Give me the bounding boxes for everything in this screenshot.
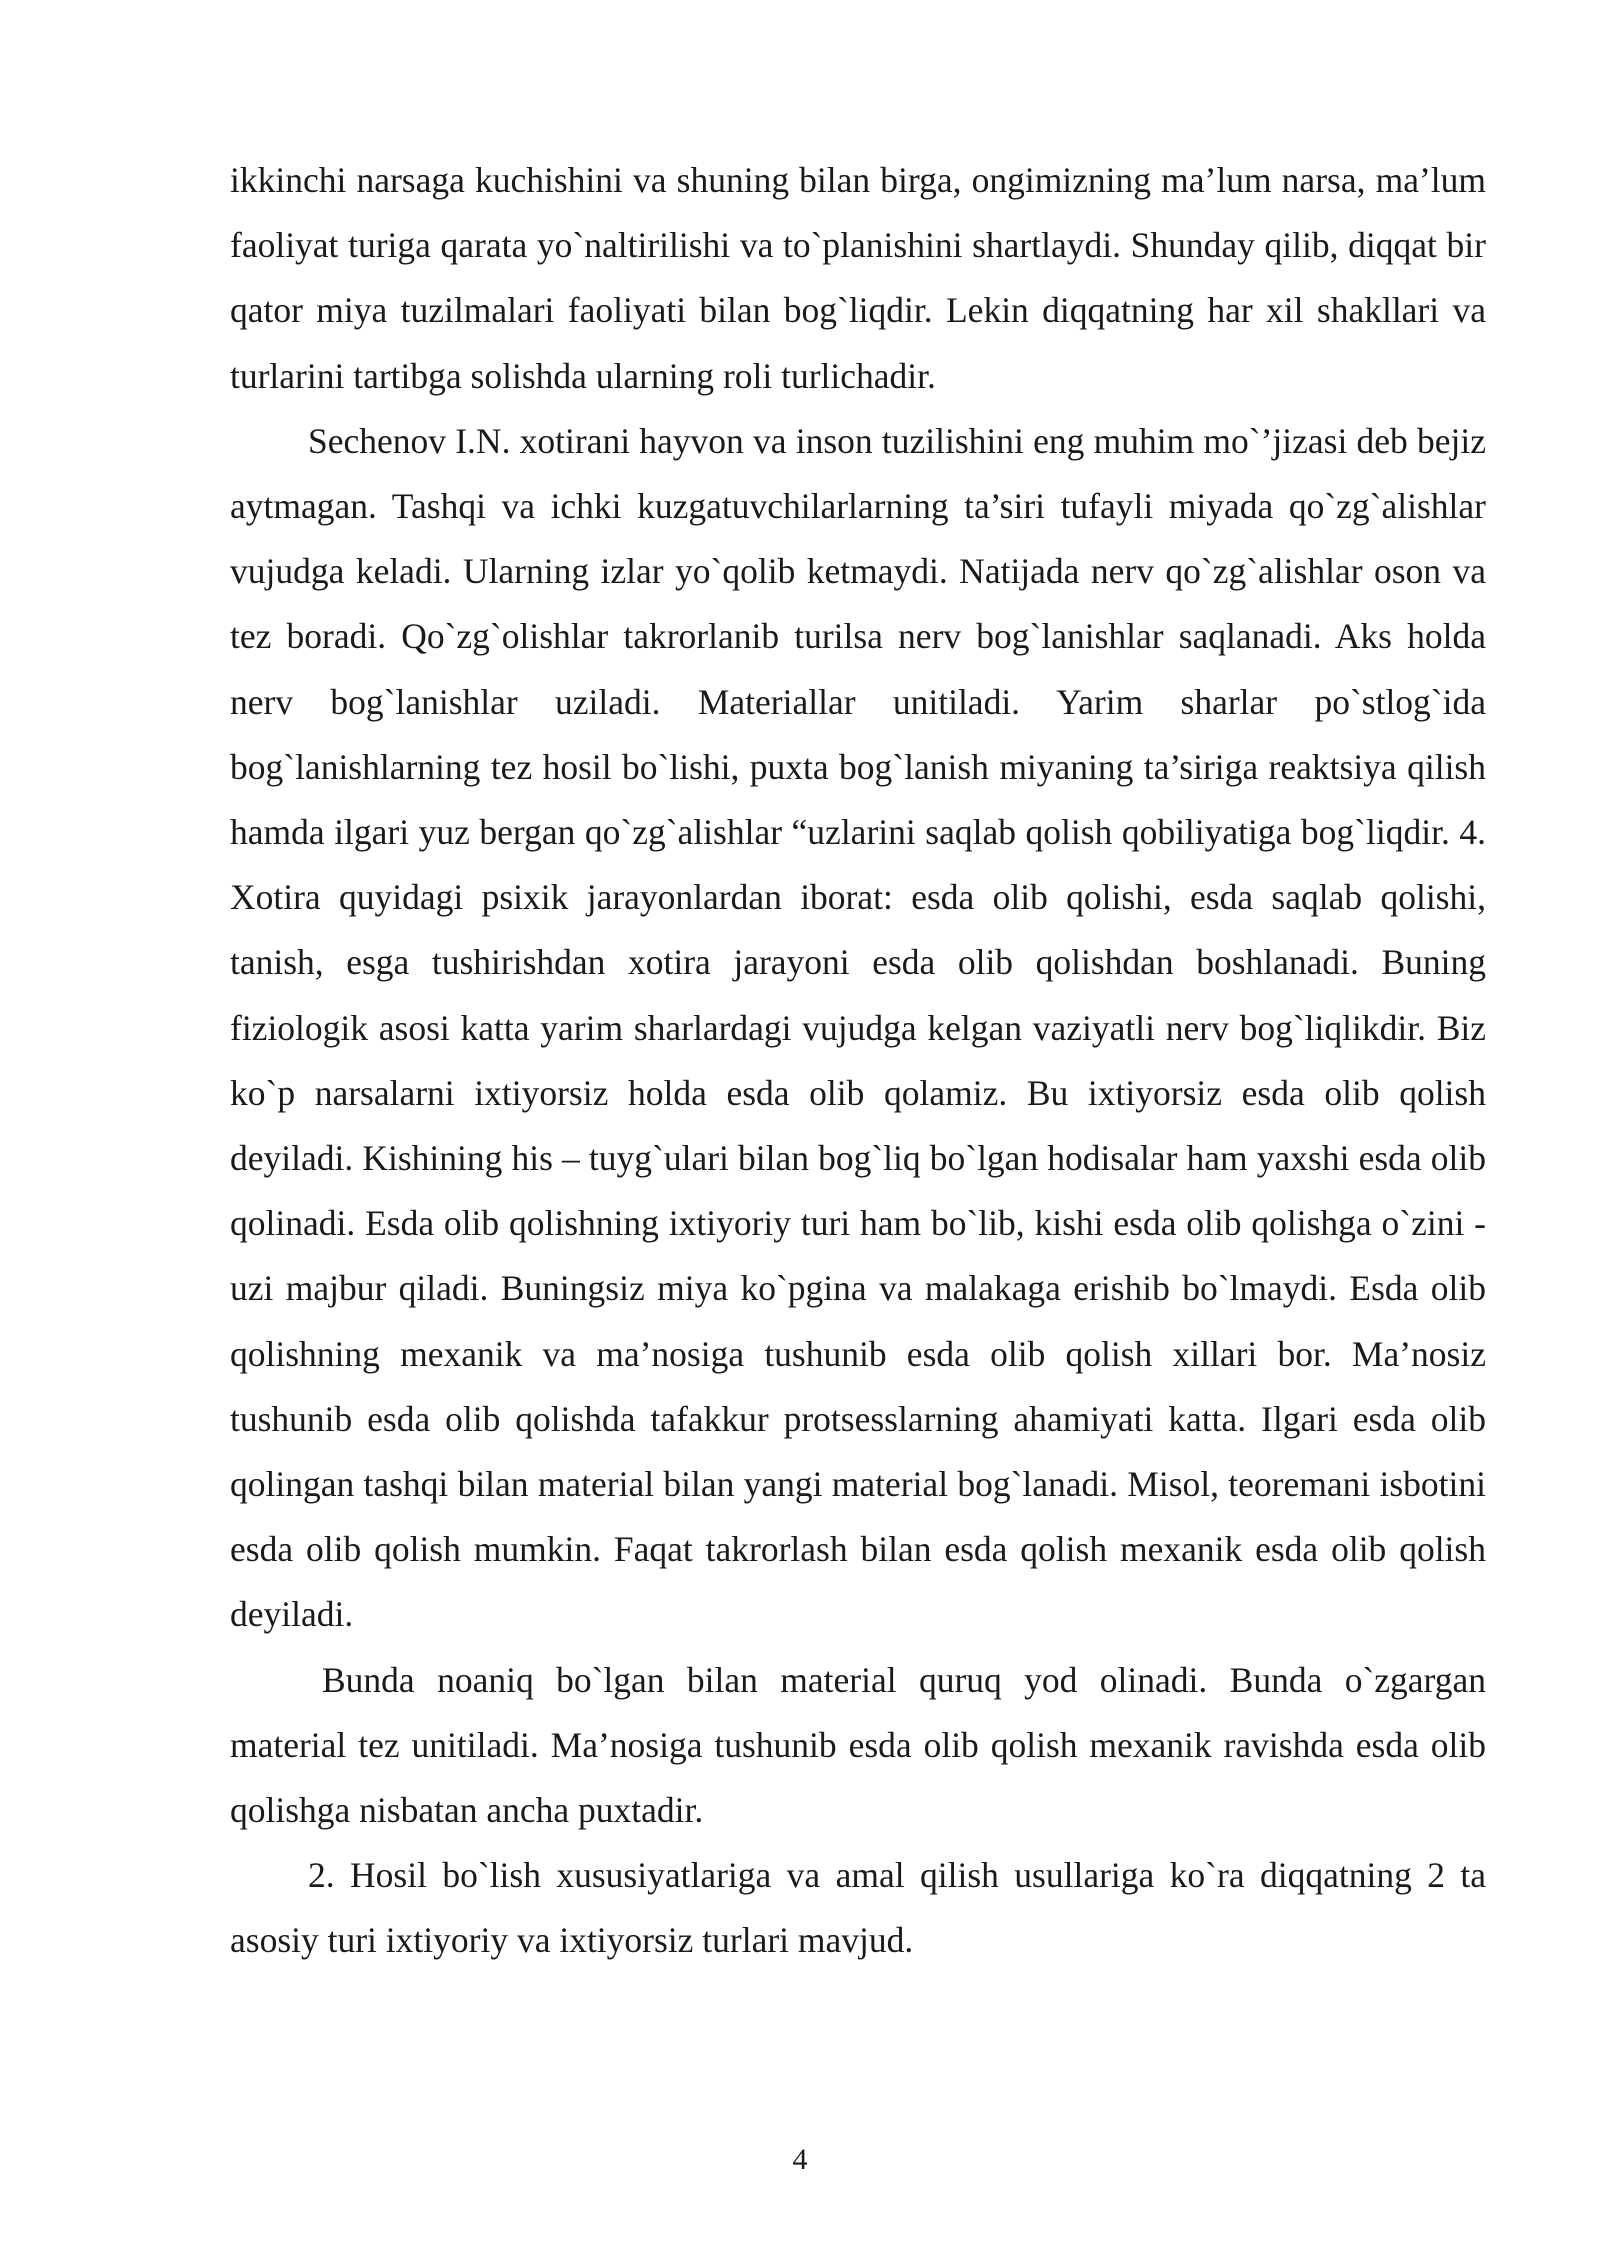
body-text [230, 148, 1486, 1974]
page-number: 4 [792, 2143, 808, 2176]
paragraph-4: 2. Hosil bo`lish xususiyatlariga va amal qilish usullariga ko`ra diqqatning 2 ta asosiy turi ixtiyoriy va ixtiyorsiz turlari mavjud. [230, 1855, 1486, 1961]
paragraph-3: Bunda noaniq bo`lgan bilan material quruq yod olinadi. Bunda o`zgargan material tez unitiladi. Ma’nosiga tushunib esda olib qolish mexanik ravishda esda olib qolishga nisbatan ancha puxtadir. [230, 1659, 1486, 1831]
paragraph-1: ikkinchi narsaga kuchishini va shuning bilan birga, ongimizning ma’lum narsa, ma’lum faoliyat turiga qarata yo`naltirilishi va to`planishini shartlaydi. Shunday qilib, diqqat bir qator miya tuzilmalari faoliyati bilan bog`liqdir. Lekin diqqatning har xil shakllari va turlarini tartibga solishda ularning roli turlichadir. [230, 160, 1486, 396]
paragraph-2: Sechenov I.N. xotirani hayvon va inson tuzilishini eng muhim mo`’jizasi deb bejiz aytmagan. Tashqi va ichki kuzgatuvchilarlarning ta’siri tufayli miyada qo`zg`alishlar vujudga keladi. Ularning izlar yo`qolib ketmaydi. Natijada nerv qo`zg`alishlar oson va tez boradi. Qo`zg`olishlar takrorlanib turilsa nerv bog`lanishlar saqlanadi. Aks holda nerv bog`lanishlar uziladi. Materiallar unitiladi. Yarim sharlar po`stlog`ida bog`lanishlarning tez hosil bo`lishi, puxta bog`lanish miyaning ta’siriga reaktsiya qilish hamda ilgari yuz bergan qo`zg`alishlar “uzlarini saqlab qolish qobiliyatiga bog`liqdir. 4. Xotira quyidagi psixik jarayonlardan iborat: esda olib qolishi, esda saqlab qolishi, tanish, esga tushirishdan xotira jarayoni esda olib qolishdan boshlanadi. Buning fiziologik asosi katta yarim sharlardagi vujudga kelgan vaziyatli nerv bog`liqlikdir. Biz ko`p narsalarni ixtiyorsiz holda esda olib qolamiz. Bu ixtiyorsiz esda olib qolish deyiladi. Kishining his – tuyg`ulari bilan bog`liq bo`lgan hodisalar ham yaxshi esda olib qolinadi. Esda olib qolishning ixtiyoriy turi ham bo`lib, kishi esda olib qolishga o`zini - uzi majbur qiladi. Buningsiz miya ko`pgina va malakaga erishib bo`lmaydi. Esda olib qolishning mexanik va ma’nosiga tushunib esda olib qolish xillari bor. Ma’nosiz tushunib esda olib qolishda tafakkur protsesslarning ahamiyati katta. Ilgari esda olib qolingan tashqi bilan material bilan yangi material bog`lanadi. Misol, teoremani isbotini esda olib qolish mumkin. Faqat takrorlash bilan esda qolish mexanik esda olib qolish deyiladi. [230, 420, 1486, 1635]
